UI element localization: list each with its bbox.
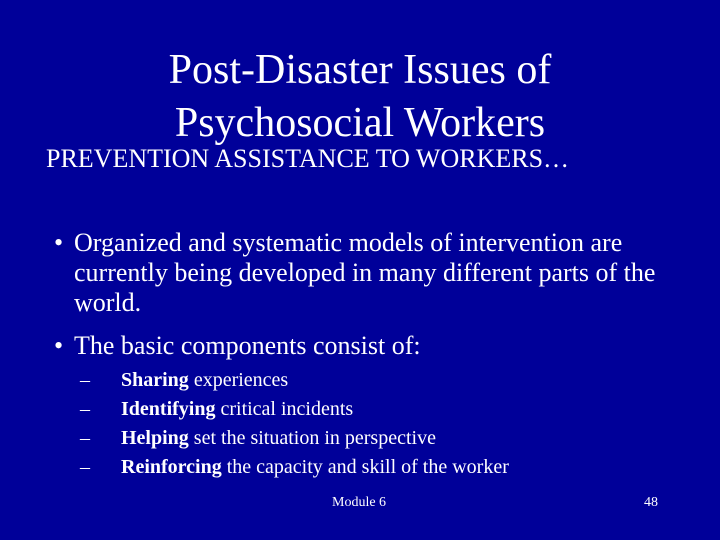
dash-marker-icon: – [80, 427, 90, 449]
dash-marker-icon: – [80, 369, 90, 391]
component-item [80, 453, 509, 482]
component-keyword: Reinforcing [121, 456, 222, 478]
slide-number: 48 [644, 495, 658, 510]
slide-title-line-2: Psychosocial Workers [174, 100, 546, 146]
dash-marker-icon: – [80, 398, 90, 420]
component-text: set the situation in perspective [188, 427, 436, 449]
component-item [80, 395, 509, 424]
bullet-item [48, 228, 678, 318]
component-keyword: Helping [121, 427, 189, 449]
component-text: the capacity and skill of the worker [221, 456, 509, 478]
footer-module-label: Module 6 [332, 495, 387, 510]
component-text: critical incidents [215, 398, 354, 420]
component-item [80, 424, 509, 453]
component-item [80, 366, 509, 395]
slide-title [60, 44, 660, 150]
bullet-text: The basic components consist of: [74, 331, 421, 360]
component-keyword: Identifying [121, 398, 216, 420]
section-subheading: PREVENTION ASSISTANCE TO WORKERS… [46, 144, 570, 173]
component-keyword: Sharing [121, 369, 189, 391]
bullet-text: Organized and systematic models of intervention are currently being developed in many different parts of the world. [74, 228, 656, 317]
bullet-item [48, 331, 678, 361]
component-text: experiences [188, 369, 289, 391]
components-list [80, 366, 509, 482]
bullet-list [48, 228, 678, 374]
bullet-marker-icon: • [54, 331, 64, 360]
slide-title-line-1: Post-Disaster Issues of [168, 47, 552, 93]
bullet-marker-icon: • [54, 228, 64, 257]
dash-marker-icon: – [80, 456, 90, 478]
